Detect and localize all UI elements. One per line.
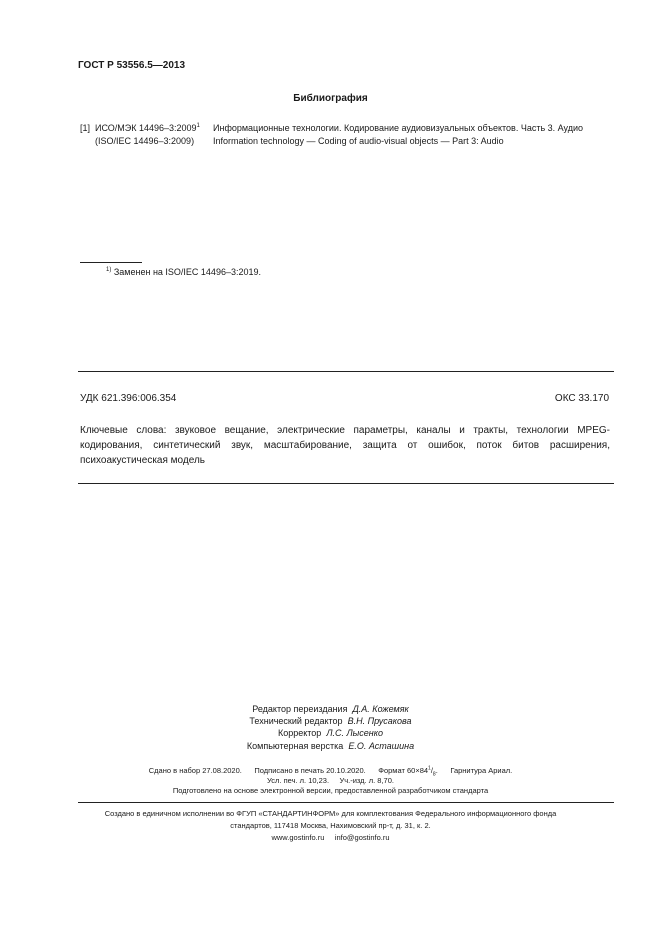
imprint-line-2: [0, 776, 661, 785]
credit-name: Е.О. Асташина: [348, 740, 415, 751]
credit-name: Д.А. Кожемяк: [352, 704, 409, 714]
publisher-contacts: [0, 832, 661, 844]
credit-editor: [0, 703, 661, 715]
publisher-website-link[interactable]: www.gostinfo.ru: [271, 833, 325, 842]
credit-proofreader: [0, 727, 661, 739]
credit-layout: [0, 740, 661, 752]
bib-entry-title-ru: Информационные технологии. Кодирование аудиовизуальных объектов. Часть 3. Аудио: [213, 123, 584, 133]
bib-entry-standard-ru-text: ИСО/МЭК 14496–3:2009: [95, 123, 197, 133]
credit-tech-editor: [0, 715, 661, 727]
divider-top: [78, 371, 614, 372]
publisher-block: [0, 808, 661, 844]
footnote-text: Заменен на ISO/IEC 14496–3:2019.: [113, 267, 261, 277]
bib-entry-standard-en: (ISO/IEC 14496–3:2009): [95, 136, 195, 146]
imprint-pub-sheets: Уч.-изд. л. 8,70.: [339, 776, 394, 785]
imprint-print-sheets: Усл. печ. л. 10,23.: [267, 776, 330, 785]
imprint-format-text: Формат 60×84: [378, 766, 429, 775]
keywords-line-2: кодирования, синтетический звук, масштабирование, защита от ошибок, поток битов расширения,: [80, 440, 610, 451]
keywords-line-1: Ключевые слова: звуковое вещание, электрические параметры, каналы и тракты, технологии MPEG-: [80, 425, 610, 436]
imprint-font: Гарнитура Ариал.: [450, 766, 513, 775]
keywords-line-3: психоакустическая модель: [80, 455, 205, 466]
document-id: ГОСТ Р 53556.5—2013: [78, 60, 186, 71]
imprint-format-den: 8: [432, 771, 436, 778]
imprint-prepared: Подготовлено на основе электронной версии, предоставленной разработчиком стандарта: [172, 786, 489, 795]
bib-entry-number: [1]: [80, 123, 91, 133]
imprint-signed: Подписано в печать 20.10.2020.: [254, 766, 366, 775]
imprint-submitted: Сдано в набор 27.08.2020.: [148, 766, 242, 775]
bib-entry-title-en: Information technology — Coding of audio-visual objects — Part 3: Audio: [213, 136, 504, 146]
credit-role: Редактор переиздания: [252, 704, 348, 714]
credit-name: Л.С. Лысенко: [326, 728, 384, 739]
publisher-email-link[interactable]: info@gostinfo.ru: [334, 833, 390, 842]
credit-name: В.Н. Прусакова: [347, 716, 412, 727]
divider-middle: [78, 483, 614, 484]
imprint-format-num: 1: [428, 765, 431, 772]
bib-entry-standard-ru: [95, 123, 200, 133]
udk-code: УДК 621.396:006.354: [80, 393, 177, 404]
credit-role: Технический редактор: [249, 716, 343, 727]
divider-bottom: [78, 802, 614, 803]
oks-code: ОКС 33.170: [554, 393, 609, 404]
footnote-mark: 1): [106, 267, 112, 273]
imprint-format: Формат $60\times 84^1/_8$.: [378, 765, 438, 778]
bib-entry-footnote-mark: 1: [196, 123, 200, 129]
credits-block: [0, 703, 661, 752]
credit-role: Компьютерная верстка: [246, 740, 344, 751]
publisher-line-1: Создано в единичном исполнении во ФГУП «СТАНДАРТИНФОРМ» для комплектования Федерального информационного фонда: [104, 809, 557, 818]
footnote: [106, 267, 261, 277]
imprint-line-1: [0, 765, 661, 778]
credit-role: Корректор: [277, 728, 322, 739]
bibliography-title: Библиография: [293, 93, 368, 104]
footnote-separator: [80, 262, 142, 263]
keywords-block: [80, 423, 610, 468]
publisher-line-2: стандартов, 117418 Москва, Нахимовский пр-т, д. 31, к. 2.: [230, 821, 431, 830]
